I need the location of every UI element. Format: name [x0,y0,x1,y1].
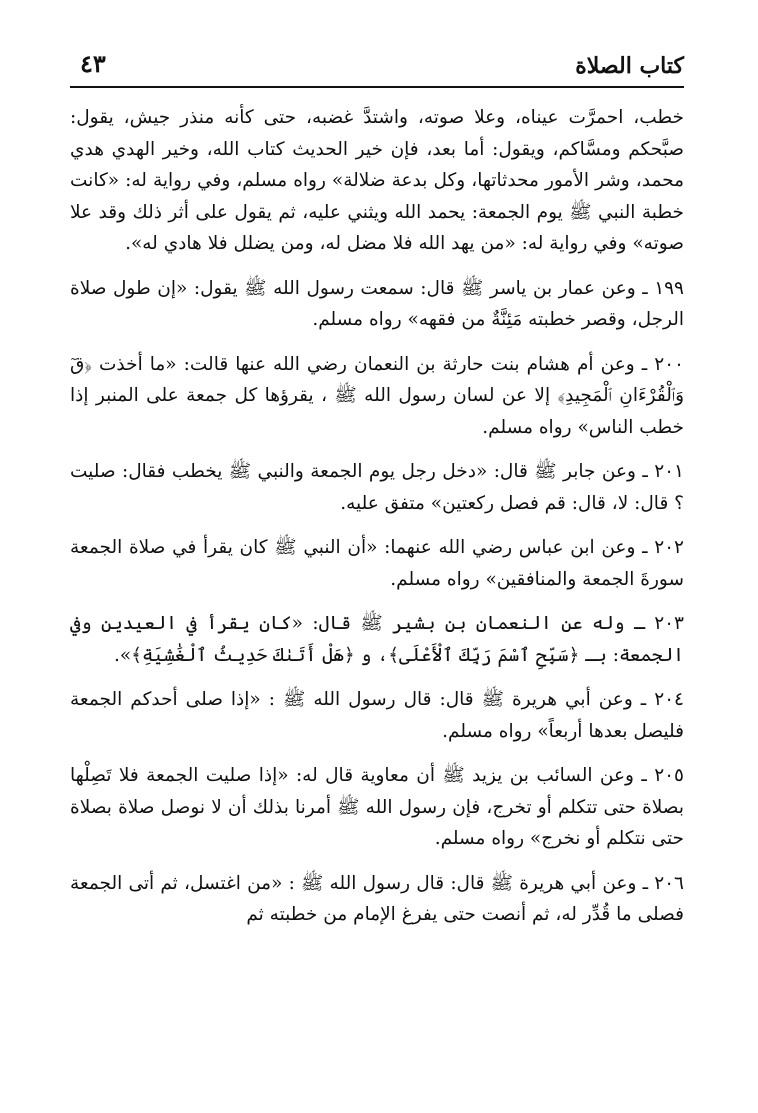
page-header [70,46,684,86]
paragraph-continuation: خطب، احمرَّت عيناه، وعلا صوته، واشتدَّ غضبه، حتى كأنه منذر جيش، يقول: صبَّحكم ومسَّاكم، ويقول: أما بعد، فإن خير الحديث كتاب الله، وخير الهدي هدي محمد، وشر الأمور محدثاتها، وكل بدعة ضلالة» رواه مسلم، وفي رواية له: «كانت خطبة النبي ﷺ يوم الجمعة: يحمد الله ويثني عليه، ثم يقول على أثر ذلك وقد علا صوته» وفي رواية له: «من يهد الله فلا مضل له، ومن يضلل فلا هادي له». [70,107,684,254]
hadith-206: ٢٠٦ ـ وعن أبي هريرة ﷺ قال: قال رسول الله ﷺ : «من اغتسل، ثم أتى الجمعة فصلى ما قُدِّر له، ثم أنصت حتى يفرغ الإمام من خطبته ثم [70,872,684,925]
hadith-204: ٢٠٤ ـ وعن أبي هريرة ﷺ قال: قال رسول الله ﷺ : «إذا صلى أحدكم الجمعة فليصل بعدها أربعاً» رواه مسلم. [70,689,684,742]
hadith-205: ٢٠٥ ـ وعن السائب بن يزيد ﷺ أن معاوية قال له: «إذا صليت الجمعة فلا تَصِلْها بصلاة حتى تتكلم أو تخرج، فإن رسول الله ﷺ أمرنا بذلك أن لا نوصل صلاة بصلاة حتى نتكلم أو نخرج» رواه مسلم. [70,765,684,849]
hadith-199: ١٩٩ ـ وعن عمار بن ياسر ﷺ قال: سمعت رسول الله ﷺ يقول: «إن طول صلاة الرجل، وقصر خطبته مَئِنَّةٌ من فقهه» رواه مسلم. [70,277,684,330]
book-page [70,46,684,944]
hadith-200: ٢٠٠ ـ وعن أم هشام بنت حارثة بن النعمان رضي الله عنها قالت: «ما أخذت ﴿قٓ وَٱلْقُرْءَانِ ٱلْمَجِيدِ﴾ إلا عن لسان رسول الله ﷺ ، يقرؤها كل جمعة على المنبر إذا خطب الناس» رواه مسلم. [70,353,684,438]
page-body [70,102,684,931]
hadith-202: ٢٠٢ ـ وعن ابن عباس رضي الله عنهما: «أن النبي ﷺ كان يقرأ في صلاة الجمعة سورةَ الجمعة والمنافقين» رواه مسلم. [70,537,684,590]
hadith-201: ٢٠١ ـ وعن جابر ﷺ قال: «دخل رجل يوم الجمعة والنبي ﷺ يخطب فقال: صليت ؟ قال: لا، قال: قم فصل ركعتين» متفق عليه. [70,461,684,514]
hadith-203: ٢٠٣ ـ وله عن النعمان بن بشير ﷺ قال: «كان يقرأ في العيدين وفي الجمعة: بـ ﴿سَبِّحِ ٱسْمَ رَبِّكَ ٱلْأَعْلَى﴾، و ﴿هَلْ أَتَىٰكَ حَدِيثُ ٱلْغَٰشِيَةِ﴾». [70,613,684,666]
chapter-title: كتاب الصلاة [575,53,684,79]
header-divider [70,86,684,88]
page-number: ٤٣ [80,49,106,78]
